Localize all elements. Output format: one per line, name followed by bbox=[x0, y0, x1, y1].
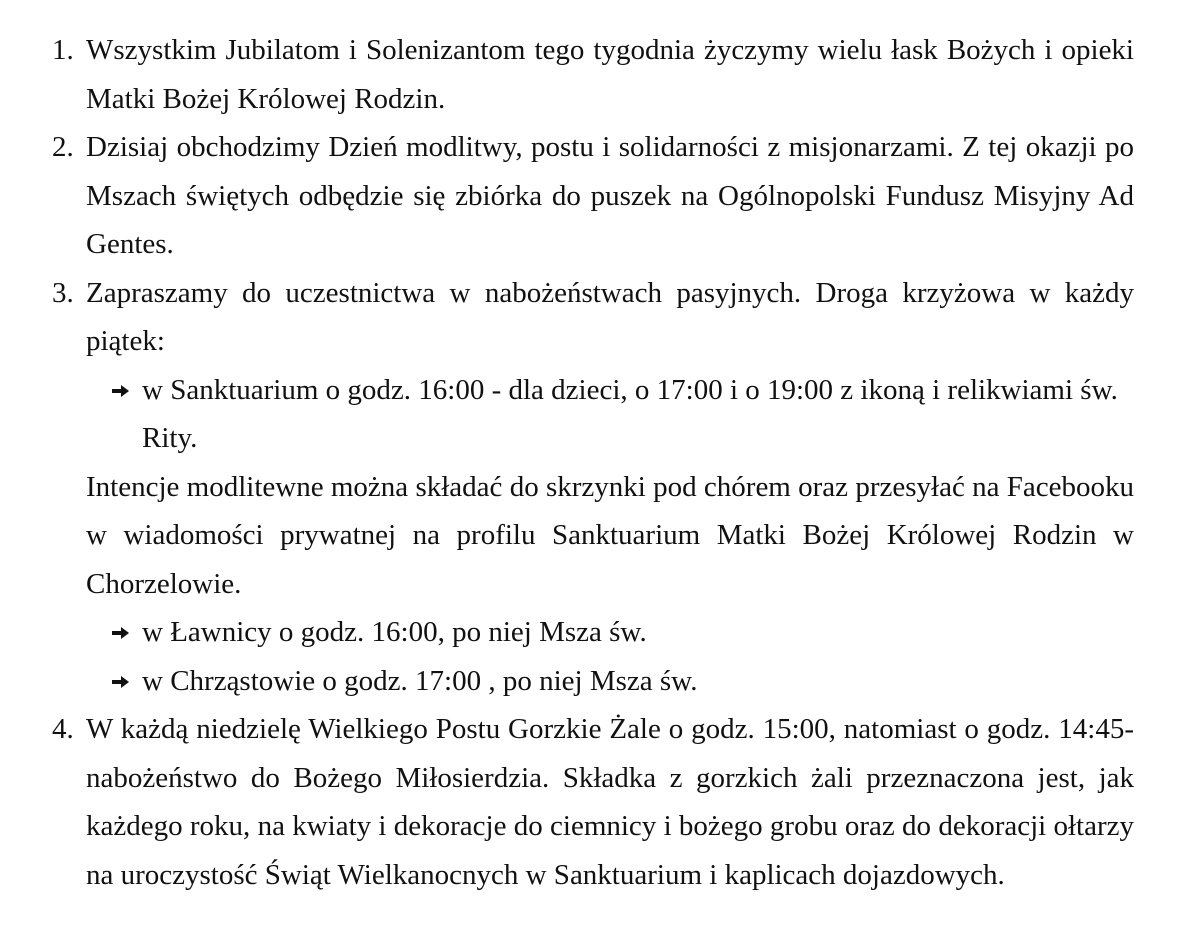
announcement-item-3 bbox=[52, 269, 1134, 706]
bullet-item bbox=[86, 608, 1134, 657]
item-number: 4. bbox=[52, 713, 74, 745]
arrow-right-icon bbox=[112, 675, 130, 689]
intentions-note: Intencje modlitewne można składać do skrzynki pod chórem oraz przesyłać na Facebooku w wiadomości prywatnej na profilu Sanktuarium Matki Bożej Królowej Rodzin w Chorzelowie. bbox=[86, 470, 1134, 600]
arrow-right-icon bbox=[112, 384, 130, 398]
announcement-item-1 bbox=[52, 26, 1134, 123]
arrow-right-icon bbox=[112, 626, 130, 640]
announcement-item-4 bbox=[52, 705, 1134, 899]
item-text: Zapraszamy do uczestnictwa w nabożeństwach pasyjnych. Droga krzyżowa w każdy piątek: bbox=[86, 276, 1134, 357]
bullet-item bbox=[86, 366, 1134, 463]
bullet-item bbox=[86, 657, 1134, 706]
item-number: 2. bbox=[52, 131, 74, 163]
bullet-text: w Ławnicy o godz. 16:00, po niej Msza św. bbox=[142, 616, 647, 648]
announcements-document bbox=[52, 26, 1134, 899]
bullet-text: w Sanktuarium o godz. 16:00 - dla dzieci, o 17:00 i o 19:00 z ikoną i relikwiami św. Rity. bbox=[142, 373, 1118, 454]
item-text: Wszystkim Jubilatom i Solenizantom tego tygodnia życzymy wielu łask Bożych i opieki Matki Bożej Królowej Rodzin. bbox=[86, 34, 1134, 115]
item-number: 1. bbox=[52, 34, 74, 66]
item-text: W każdą niedzielę Wielkiego Postu Gorzkie Żale o godz. 15:00, natomiast o godz. 14:45- nabożeństwo do Bożego Miłosierdzia. Składka z gorzkich żali przeznaczona jest, jak każdego roku, na kwiaty i dekoracje do ciemnicy i bożego grobu oraz do dekoracji ołtarzy na uroczystość Świąt Wielkanocnych w Sanktuarium i kaplicach dojazdowych. bbox=[86, 713, 1134, 891]
item-number: 3. bbox=[52, 276, 74, 309]
item-text: Dzisiaj obchodzimy Dzień modlitwy, postu i solidarności z misjonarzami. Z tej okazji po Mszach świętych odbędzie się zbiórka do puszek na Ogólnopolski Fundusz Misyjny Ad Gentes. bbox=[86, 131, 1134, 260]
bullet-text: w Chrząstowie o godz. 17:00 , po niej Msza św. bbox=[142, 664, 698, 697]
announcement-item-2 bbox=[52, 123, 1134, 269]
